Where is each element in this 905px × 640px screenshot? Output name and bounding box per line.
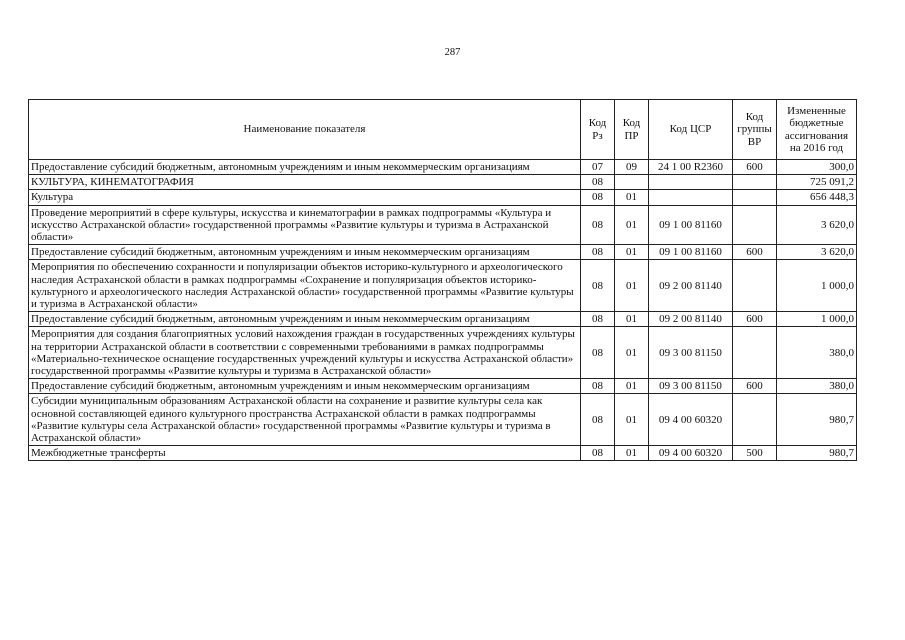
row-name: Мероприятия для создания благоприятных условий нахождения граждан в государственных учреждениях культуры на территории Астраханской области в соответствии с современными требованиями в рамках подпрограммы «Материально-техническое оснащение государственных учреждений культуры и искусства Астраханской области» государственной программы «Развитие культуры и туризма в Астраханской области» xyxy=(29,327,581,379)
row-pr: 01 xyxy=(615,394,649,446)
row-name: Проведение мероприятий в сфере культуры, искусства и кинематографии в рамках подпрограммы «Культура и искусство Астраханской области» государственной программы «Развитие культуры и туризма в Астраханской области» xyxy=(29,205,581,245)
row-pr: 01 xyxy=(615,245,649,260)
row-vr xyxy=(733,327,777,379)
table-row xyxy=(29,446,857,461)
table-row xyxy=(29,394,857,446)
row-csr: 09 3 00 81150 xyxy=(649,327,733,379)
row-name: Предоставление субсидий бюджетным, автономным учреждениям и иным некоммерческим организациям xyxy=(29,160,581,175)
header-rz: Код Рз xyxy=(581,100,615,160)
row-csr: 09 2 00 81140 xyxy=(649,260,733,312)
row-rz: 08 xyxy=(581,205,615,245)
row-rz: 08 xyxy=(581,175,615,190)
row-rz: 08 xyxy=(581,327,615,379)
table-row xyxy=(29,245,857,260)
row-csr: 09 3 00 81150 xyxy=(649,379,733,394)
row-name: Предоставление субсидий бюджетным, автономным учреждениям и иным некоммерческим организациям xyxy=(29,379,581,394)
row-rz: 08 xyxy=(581,394,615,446)
row-rz: 08 xyxy=(581,379,615,394)
row-csr xyxy=(649,175,733,190)
row-vr: 600 xyxy=(733,245,777,260)
row-rz: 08 xyxy=(581,190,615,205)
row-vr: 600 xyxy=(733,379,777,394)
row-amount: 1 000,0 xyxy=(777,312,857,327)
row-csr: 09 1 00 81160 xyxy=(649,205,733,245)
row-amount: 3 620,0 xyxy=(777,205,857,245)
row-amount: 380,0 xyxy=(777,379,857,394)
row-amount: 1 000,0 xyxy=(777,260,857,312)
table-row xyxy=(29,260,857,312)
table-row xyxy=(29,175,857,190)
row-amount: 980,7 xyxy=(777,446,857,461)
row-vr xyxy=(733,260,777,312)
row-csr: 09 4 00 60320 xyxy=(649,394,733,446)
row-pr: 01 xyxy=(615,260,649,312)
row-amount: 725 091,2 xyxy=(777,175,857,190)
table-header-row xyxy=(29,100,857,160)
row-rz: 08 xyxy=(581,446,615,461)
row-vr: 600 xyxy=(733,312,777,327)
table-row xyxy=(29,160,857,175)
row-csr: 09 1 00 81160 xyxy=(649,245,733,260)
table-row xyxy=(29,379,857,394)
row-amount: 380,0 xyxy=(777,327,857,379)
table-row xyxy=(29,190,857,205)
row-amount: 3 620,0 xyxy=(777,245,857,260)
row-pr: 01 xyxy=(615,205,649,245)
page-number: 287 xyxy=(444,47,461,58)
row-name: КУЛЬТУРА, КИНЕМАТОГРАФИЯ xyxy=(29,175,581,190)
header-vr: Код группы ВР xyxy=(733,100,777,160)
header-name: Наименование показателя xyxy=(29,100,581,160)
row-pr xyxy=(615,175,649,190)
row-name: Субсидии муниципальным образованиям Астраханской области на сохранение и развитие культуры села как основной составляющей единого культурного пространства Астраханской области в рамках подпрограммы «Развитие культуры села Астраханской области» государственной программы «Развитие культуры и туризма в Астраханской области» xyxy=(29,394,581,446)
row-csr xyxy=(649,190,733,205)
header-amount: Измененные бюджетные ассигнования на 2016 год xyxy=(777,100,857,160)
row-pr: 01 xyxy=(615,190,649,205)
row-vr xyxy=(733,394,777,446)
budget-table xyxy=(28,99,857,461)
row-amount: 300,0 xyxy=(777,160,857,175)
row-rz: 08 xyxy=(581,260,615,312)
header-pr: Код ПР xyxy=(615,100,649,160)
row-csr: 24 1 00 R2360 xyxy=(649,160,733,175)
row-rz: 08 xyxy=(581,245,615,260)
row-vr: 500 xyxy=(733,446,777,461)
row-amount: 656 448,3 xyxy=(777,190,857,205)
row-name: Межбюджетные трансферты xyxy=(29,446,581,461)
row-pr: 01 xyxy=(615,379,649,394)
row-rz: 07 xyxy=(581,160,615,175)
header-csr: Код ЦСР xyxy=(649,100,733,160)
row-csr: 09 4 00 60320 xyxy=(649,446,733,461)
row-name: Культура xyxy=(29,190,581,205)
row-vr: 600 xyxy=(733,160,777,175)
table-row xyxy=(29,312,857,327)
row-csr: 09 2 00 81140 xyxy=(649,312,733,327)
row-name: Предоставление субсидий бюджетным, автономным учреждениям и иным некоммерческим организациям xyxy=(29,312,581,327)
row-vr xyxy=(733,205,777,245)
row-pr: 01 xyxy=(615,327,649,379)
row-pr: 01 xyxy=(615,312,649,327)
row-name: Предоставление субсидий бюджетным, автономным учреждениям и иным некоммерческим организациям xyxy=(29,245,581,260)
table-row xyxy=(29,205,857,245)
row-vr xyxy=(733,175,777,190)
row-rz: 08 xyxy=(581,312,615,327)
row-amount: 980,7 xyxy=(777,394,857,446)
row-pr: 01 xyxy=(615,446,649,461)
row-vr xyxy=(733,190,777,205)
row-name: Мероприятия по обеспечению сохранности и популяризации объектов историко-культурного и археологического наследия Астраханской области в рамках подпрограммы «Сохранение и популяризация объектов историко-культурного и археологического наследия Астраханской области» государственной программы «Развитие культуры и туризма в Астраханской области» xyxy=(29,260,581,312)
table-row xyxy=(29,327,857,379)
row-pr: 09 xyxy=(615,160,649,175)
